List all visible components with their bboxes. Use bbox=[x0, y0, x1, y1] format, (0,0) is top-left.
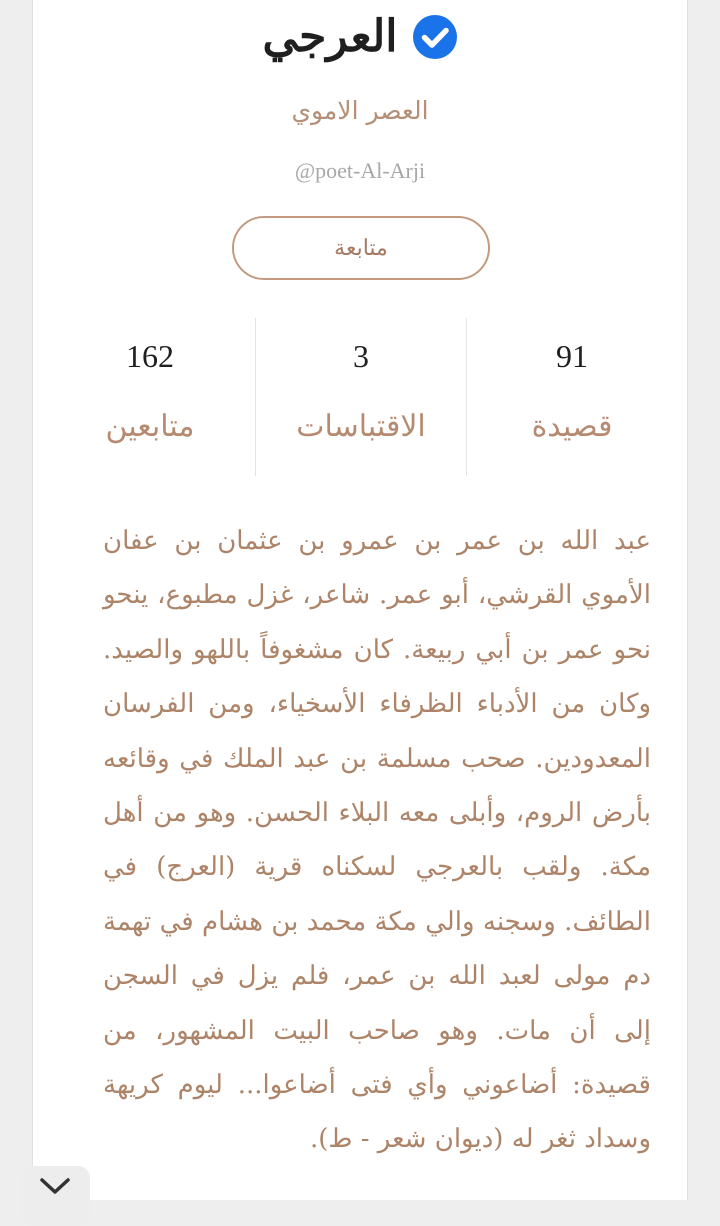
stat-poems-count: 91 bbox=[556, 338, 588, 374]
poet-era: العصر الاموي bbox=[291, 96, 429, 125]
chevron-down-icon bbox=[38, 1176, 72, 1196]
poet-handle: @poet-Al-Arji bbox=[294, 158, 426, 183]
stat-followers-count: 162 bbox=[126, 338, 174, 374]
check-circle-icon bbox=[412, 14, 458, 60]
stat-poems-label: قصيدة bbox=[531, 409, 613, 444]
name-row bbox=[33, 11, 687, 62]
stats-row bbox=[45, 318, 677, 476]
stat-followers[interactable] bbox=[45, 318, 255, 476]
stat-poems[interactable] bbox=[466, 318, 677, 476]
follow-button[interactable]: متابعة bbox=[232, 216, 490, 280]
poet-bio: عبد الله بن عمر بن عمرو بن عثمان بن عفان الأموي القرشي، أبو عمر. شاعر، غزل مطبوع، ينحو نحو عمر بن أبي ربيعة. كان مشغوفاً باللهو والصيد. وكان من الأدباء الظرفاء الأسخياء، ومن الفرسان المعدودين. صحب مسلمة بن عبد الملك في وقائعه بأرض الروم، وأبلى معه البلاء الحسن. وهو من أهل مكة. ولقب بالعرجي لسكناه قرية (العرج) في الطائف. وسجنه والي مكة محمد بن هشام في تهمة دم مولى لعبد الله بن عمر، فلم يزل في السجن إلى أن مات. وهو صاحب البيت المشهور، من قصيدة: أضاعوني وأي فتى أضاعوا... ليوم كريهة وسداد ثغر له (ديوان شعر - ط). bbox=[103, 526, 651, 1155]
stat-quotes[interactable] bbox=[255, 318, 466, 476]
stat-followers-label: متابعين bbox=[105, 409, 195, 444]
stat-quotes-label: الاقتباسات bbox=[296, 409, 426, 444]
poet-name: العرجي bbox=[262, 11, 398, 62]
stat-quotes-count: 3 bbox=[353, 338, 369, 374]
scroll-down-button[interactable] bbox=[20, 1166, 90, 1226]
poet-profile-card bbox=[32, 0, 688, 1200]
